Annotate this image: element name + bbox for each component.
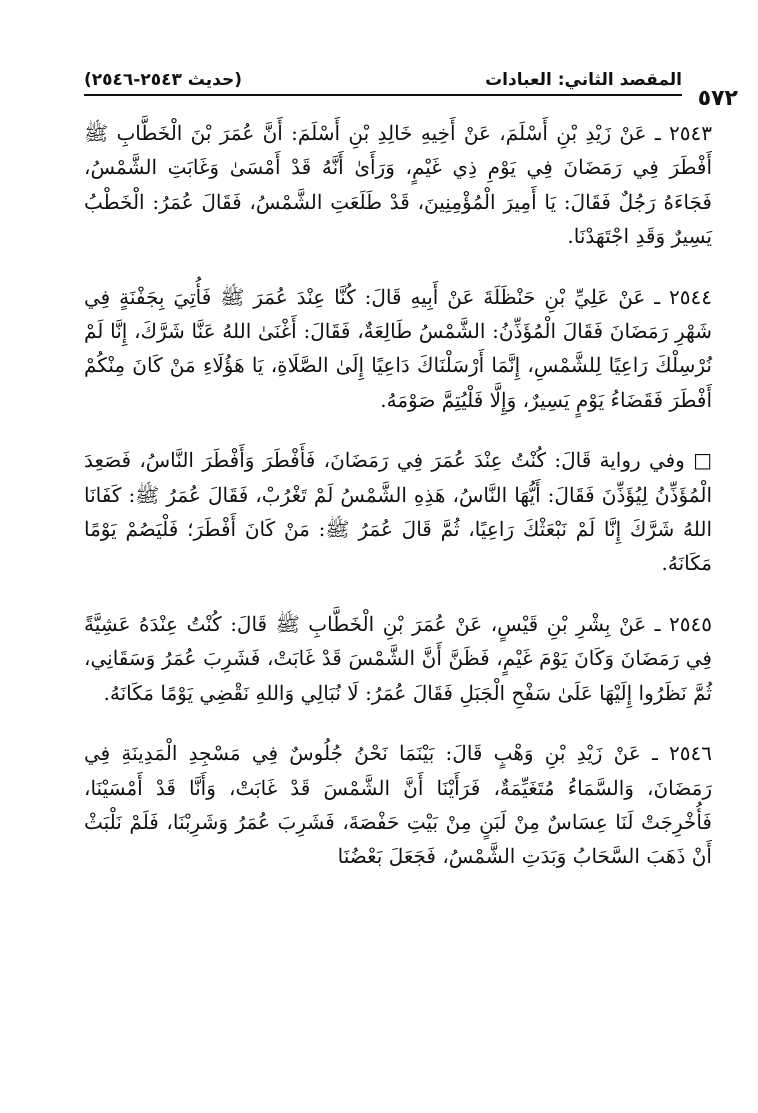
hadith-2544: ٢٥٤٤ ـ عَنْ عَلِيِّ بْنِ حَنْظَلَةَ عَنْ أَبِيهِ قَالَ: كُنَّا عِنْدَ عُمَرَ ﷺ فَأُتِيَ بِجَفْنَةٍ فِي شَهْرِ رَمَضَانَ فَقَالَ الْمُؤَذِّنُ: الشَّمْسُ طَالِعَةٌ، فَقَالَ: أَغْنَىٰ اللهُ عَنَّا شَرَّكَ، إِنَّا لَمْ نُرْسِلْكَ رَاعِيًا لِلشَّمْسِ، إِنَّمَا أَرْسَلْنَاكَ دَاعِيًا إِلَىٰ الصَّلَاةِ، يَا هَؤُلَاءِ مَنْ كَانَ مِنْكُمْ أَفْطَرَ فَقَضَاءُ يَوْمٍ يَسِيرٌ، وَإِلَّا فَلْيُتِمَّ صَوْمَهُ. (84, 284, 712, 412)
header-hadith-range: (حديث ٢٥٤٣-٢٥٤٦) (84, 70, 243, 90)
running-header (84, 62, 682, 96)
hadith-2545: ٢٥٤٥ ـ عَنْ بِشْرِ بْنِ قَيْسٍ، عَنْ عُمَرَ بْنِ الْخَطَّابِ ﷺ قَالَ: كُنْتُ عِنْدَهُ عَشِيَّةً فِي رَمَضَانَ وَكَانَ يَوْمَ غَيْمٍ، فَظَنَّ أَنَّ الشَّمْسَ قَدْ غَابَتْ، فَشَرِبَ عُمَرُ وَسَقَانِي، ثُمَّ نَظَرُوا إِلَيْهَا عَلَىٰ سَفْحِ الْجَبَلِ فَقَالَ عُمَرُ: لَا نُبَالِي وَاللهِ نَقْضِي يَوْمًا مَكَانَهُ. (84, 611, 712, 705)
hadith-2543: ٢٥٤٣ ـ عَنْ زَيْدِ بْنِ أَسْلَمَ، عَنْ أَخِيهِ خَالِدِ بْنِ أَسْلَمَ: أَنَّ عُمَرَ بْنَ الْخَطَّابِ ﷺ أَفْطَرَ فِي رَمَضَانَ فِي يَوْمِ ذِي غَيْمٍ، وَرَأَىٰ أَنَّهُ قَدْ أَمْسَىٰ وَغَابَتِ الشَّمْسُ، فَجَاءَهُ رَجُلٌ فَقَالَ: يَا أَمِيرَ الْمُؤْمِنِينَ، قَدْ طَلَعَتِ الشَّمْسُ، فَقَالَ عُمَرُ: الْخَطْبُ يَسِيرٌ وَقَدِ اجْتَهَدْنَا. (84, 121, 712, 249)
hadith-2546: ٢٥٤٦ ـ عَنْ زَيْدِ بْنِ وَهْبٍ قَالَ: بَيْنَمَا نَحْنُ جُلُوسٌ فِي مَسْجِدِ الْمَدِينَةِ فِي رَمَضَانَ، وَالسَّمَاءُ مُتَغَيِّمَةٌ، فَرَأَيْنَا أَنَّ الشَّمْسَ قَدْ غَابَتْ، وَأَنَّا قَدْ أَمْسَيْنَا، فَأُخْرِجَتْ لَنَا عِسَاسٌ مِنْ لَبَنٍ مِنْ بَيْتِ حَفْصَةَ، فَشَرِبَ عُمَرُ وَشَرِبْنَا، فَلَمْ نَلْبَثْ أَنْ ذَهَبَ السَّحَابُ وَبَدَتِ الشَّمْسُ، فَجَعَلَ بَعْضُنَا (84, 741, 712, 869)
page-body (84, 116, 712, 874)
hadith-2544-variant: □ وفي رواية قَالَ: كُنْتُ عِنْدَ عُمَرَ فِي رَمَضَانَ، فَأَفْطَرَ وَأَفْطَرَ النَّاسُ، فَصَعِدَ الْمُؤَذِّنُ لِيُؤَذِّنَ فَقَالَ: أَيُّهَا النَّاسُ، هَذِهِ الشَّمْسُ لَمْ تَغْرُبْ، فَقَالَ عُمَرُ ﷺ: كَفَانَا اللهُ شَرَّكَ إِنَّا لَمْ نَبْعَثْكَ رَاعِيًا، ثُمَّ قَالَ عُمَرُ ﷺ: مَنْ كَانَ أَفْطَرَ؛ فَلْيَصُمْ يَوْمًا مَكَانَهُ. (84, 448, 712, 576)
header-section-title: المقصد الثاني: العبادات (485, 70, 682, 90)
page-number: ٥٧٢ (697, 86, 738, 111)
